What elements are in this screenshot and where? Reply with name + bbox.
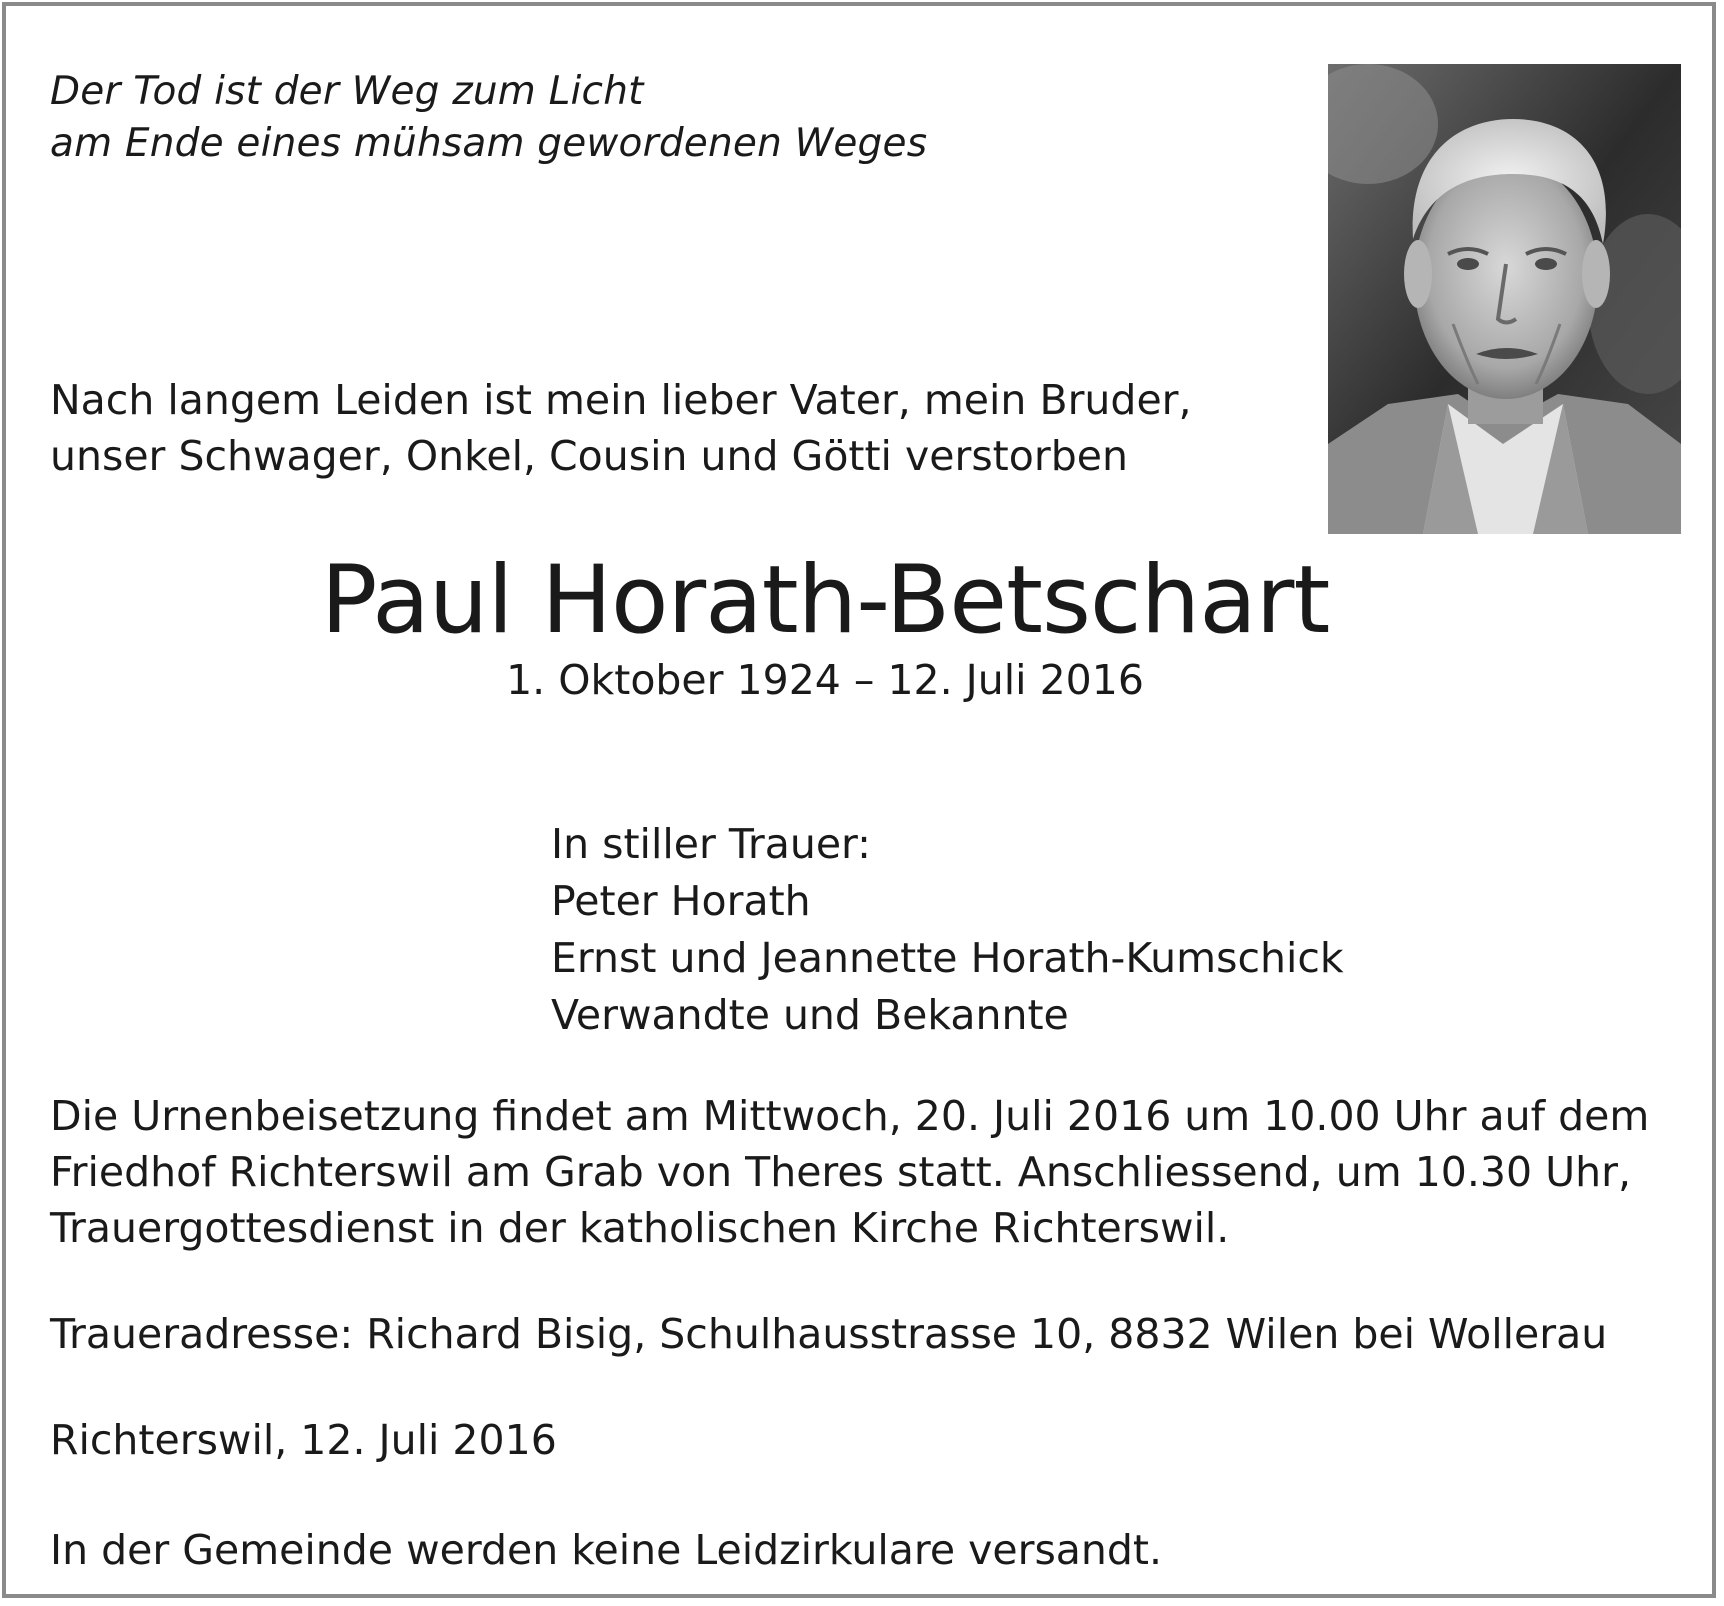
mourning-address: Traueradresse: Richard Bisig, Schulhausstrasse 10, 8832 Wilen bei Wollerau bbox=[50, 1310, 1608, 1358]
service-details bbox=[50, 1088, 1649, 1256]
mourners-block bbox=[551, 816, 1344, 1044]
mourner-name: Verwandte und Bekannte bbox=[551, 991, 1069, 1039]
portrait-photo-image bbox=[1328, 64, 1681, 534]
intro-text bbox=[50, 372, 1192, 484]
life-dates: 1. Oktober 1924 – 12. Juli 2016 bbox=[506, 656, 1144, 704]
obituary-frame bbox=[2, 2, 1716, 1598]
intro-line: Nach langem Leiden ist mein lieber Vater, mein Bruder, bbox=[50, 376, 1192, 424]
portrait-photo bbox=[1328, 64, 1681, 534]
service-line: Friedhof Richterswil am Grab von Theres statt. Anschliessend, um 10.30 Uhr, bbox=[50, 1148, 1631, 1196]
circular-notice: In der Gemeinde werden keine Leidzirkulare versandt. bbox=[50, 1526, 1163, 1574]
mourner-name: Peter Horath bbox=[551, 877, 811, 925]
intro-line: unser Schwager, Onkel, Cousin und Götti verstorben bbox=[50, 432, 1128, 480]
place-and-date: Richterswil, 12. Juli 2016 bbox=[50, 1416, 557, 1464]
mourner-name: Ernst und Jeannette Horath-Kumschick bbox=[551, 934, 1344, 982]
motto-line: Der Tod ist der Weg zum Licht bbox=[50, 69, 644, 114]
motto-quote bbox=[50, 66, 927, 170]
motto-line: am Ende eines mühsam gewordenen Weges bbox=[50, 121, 928, 166]
mourners-heading: In stiller Trauer: bbox=[551, 820, 871, 868]
service-line: Die Urnenbeisetzung findet am Mittwoch, 20. Juli 2016 um 10.00 Uhr auf dem bbox=[50, 1092, 1650, 1140]
service-line: Trauergottesdienst in der katholischen Kirche Richterswil. bbox=[50, 1204, 1230, 1252]
deceased-name: Paul Horath-Betschart bbox=[320, 546, 1330, 655]
